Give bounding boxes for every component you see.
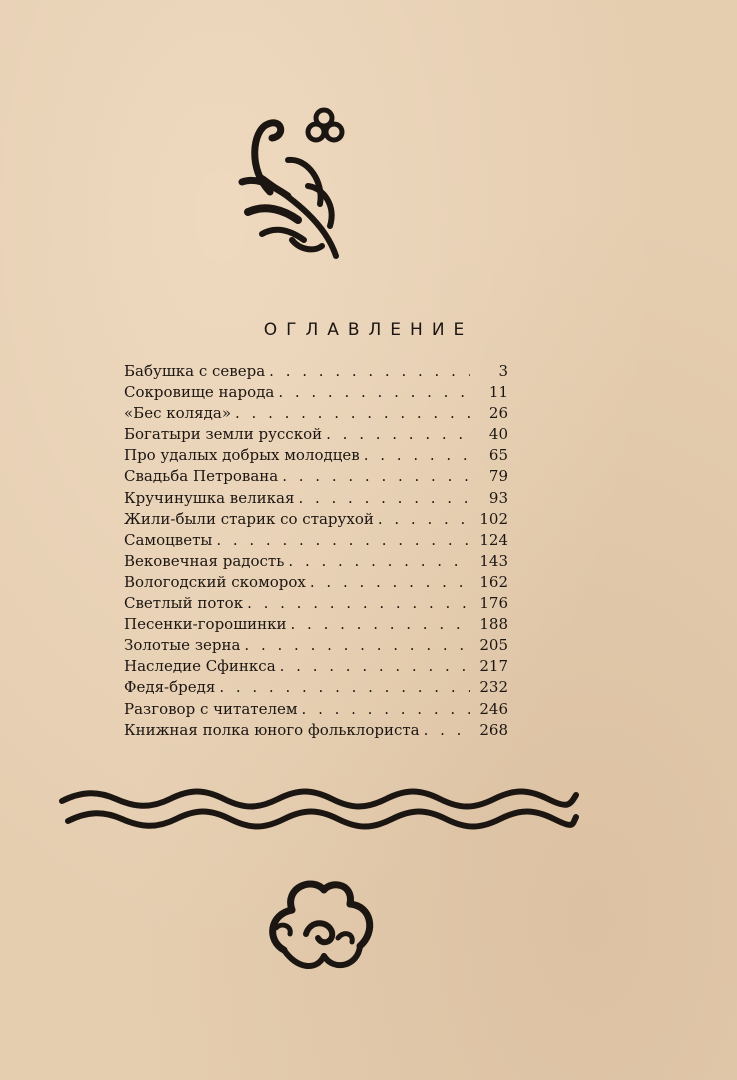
toc-entry-title: Свадьба Петрована <box>124 467 279 486</box>
toc-entry-title: Книжная полка юного фольклориста <box>124 720 420 739</box>
toc-entry-title: Светлый поток <box>124 594 244 613</box>
toc-entry-page: 205 <box>479 636 508 655</box>
toc-entry-page: 143 <box>479 551 508 570</box>
dot-leader <box>298 700 470 718</box>
dot-leader <box>294 489 470 507</box>
toc-entry-title: Золотые зерна <box>124 636 241 655</box>
toc-entry <box>124 404 508 425</box>
toc-entry-page: 162 <box>479 572 508 591</box>
toc-entry-title: Бабушка с севера <box>124 362 266 380</box>
dot-leader <box>212 531 470 549</box>
toc-entry-title: «Бес коляда» <box>124 404 231 423</box>
toc-entry-title: Вологодский скоморох <box>124 572 306 591</box>
toc-entry <box>124 510 508 531</box>
toc-entry-title: Самоцветы <box>124 530 213 549</box>
toc-entry <box>124 425 508 446</box>
toc-entry-page: 232 <box>479 678 508 697</box>
toc-entry-page: 124 <box>479 530 508 549</box>
dot-leader <box>287 615 470 633</box>
toc-entry-title: Разговор с читателем <box>124 699 298 718</box>
toc-entry-page: 93 <box>488 488 508 507</box>
toc-entry-page: 65 <box>488 446 508 465</box>
dot-leader <box>360 446 470 464</box>
dot-leader <box>284 552 470 570</box>
toc-entry <box>124 594 508 615</box>
floral-sprig-icon <box>228 100 358 262</box>
toc-entry <box>124 678 508 699</box>
dot-leader <box>278 467 470 485</box>
toc-entry-page: 268 <box>479 720 508 739</box>
toc-entry-title: Кручинушка великая <box>124 488 295 507</box>
flower-icon <box>262 876 380 976</box>
dot-leader <box>322 425 470 443</box>
dot-leader <box>215 678 470 696</box>
toc-entry-title: Наследие Сфинкса <box>124 657 276 676</box>
toc-entry-title: Вековечная радость <box>124 551 285 570</box>
dot-leader <box>306 573 470 591</box>
dot-leader <box>276 657 470 675</box>
toc-entry <box>124 467 508 488</box>
toc-entry <box>124 489 508 510</box>
toc-entry <box>124 700 508 721</box>
toc-entry <box>124 531 508 552</box>
toc-entry <box>124 552 508 573</box>
toc-entry-page: 246 <box>479 699 508 718</box>
toc-entry-page: 217 <box>479 657 508 676</box>
dot-leader <box>243 594 470 612</box>
toc-entry <box>124 362 508 383</box>
toc-entry-page: 79 <box>488 467 508 486</box>
toc-entry-page: 176 <box>479 594 508 613</box>
dot-leader <box>240 636 470 654</box>
toc-entry-title: Жили-были старик со старухой <box>124 509 374 528</box>
toc-entry <box>124 615 508 636</box>
toc-entry-page: 26 <box>488 404 508 423</box>
toc-entry-page: 188 <box>479 615 508 634</box>
dot-leader <box>265 362 470 380</box>
dot-leader <box>231 404 470 422</box>
toc-entry-title: Сокровище народа <box>124 383 275 402</box>
toc-entry-page: 3 <box>498 362 508 380</box>
page-title: ОГЛАВЛЕНИЕ <box>263 320 474 340</box>
dot-leader <box>420 721 470 739</box>
toc-entry-page: 40 <box>488 425 508 444</box>
toc-entry-title: Про удалых добрых молодцев <box>124 446 360 465</box>
wave-divider-icon <box>58 785 580 830</box>
toc-entry <box>124 721 508 742</box>
toc-entry <box>124 446 508 467</box>
toc-entry-title: Песенки-горошинки <box>124 615 287 634</box>
toc-entry <box>124 657 508 678</box>
toc-entry <box>124 383 508 404</box>
toc-entry-title: Богатыри земли русской <box>124 425 323 444</box>
toc-entry <box>124 636 508 657</box>
toc-entry-page: 11 <box>488 383 508 402</box>
toc-entry-title: Федя-бредя <box>124 678 216 697</box>
toc-entry-page: 102 <box>479 509 508 528</box>
table-of-contents <box>124 362 508 742</box>
dot-leader <box>274 383 470 401</box>
toc-entry <box>124 573 508 594</box>
dot-leader <box>374 510 470 528</box>
